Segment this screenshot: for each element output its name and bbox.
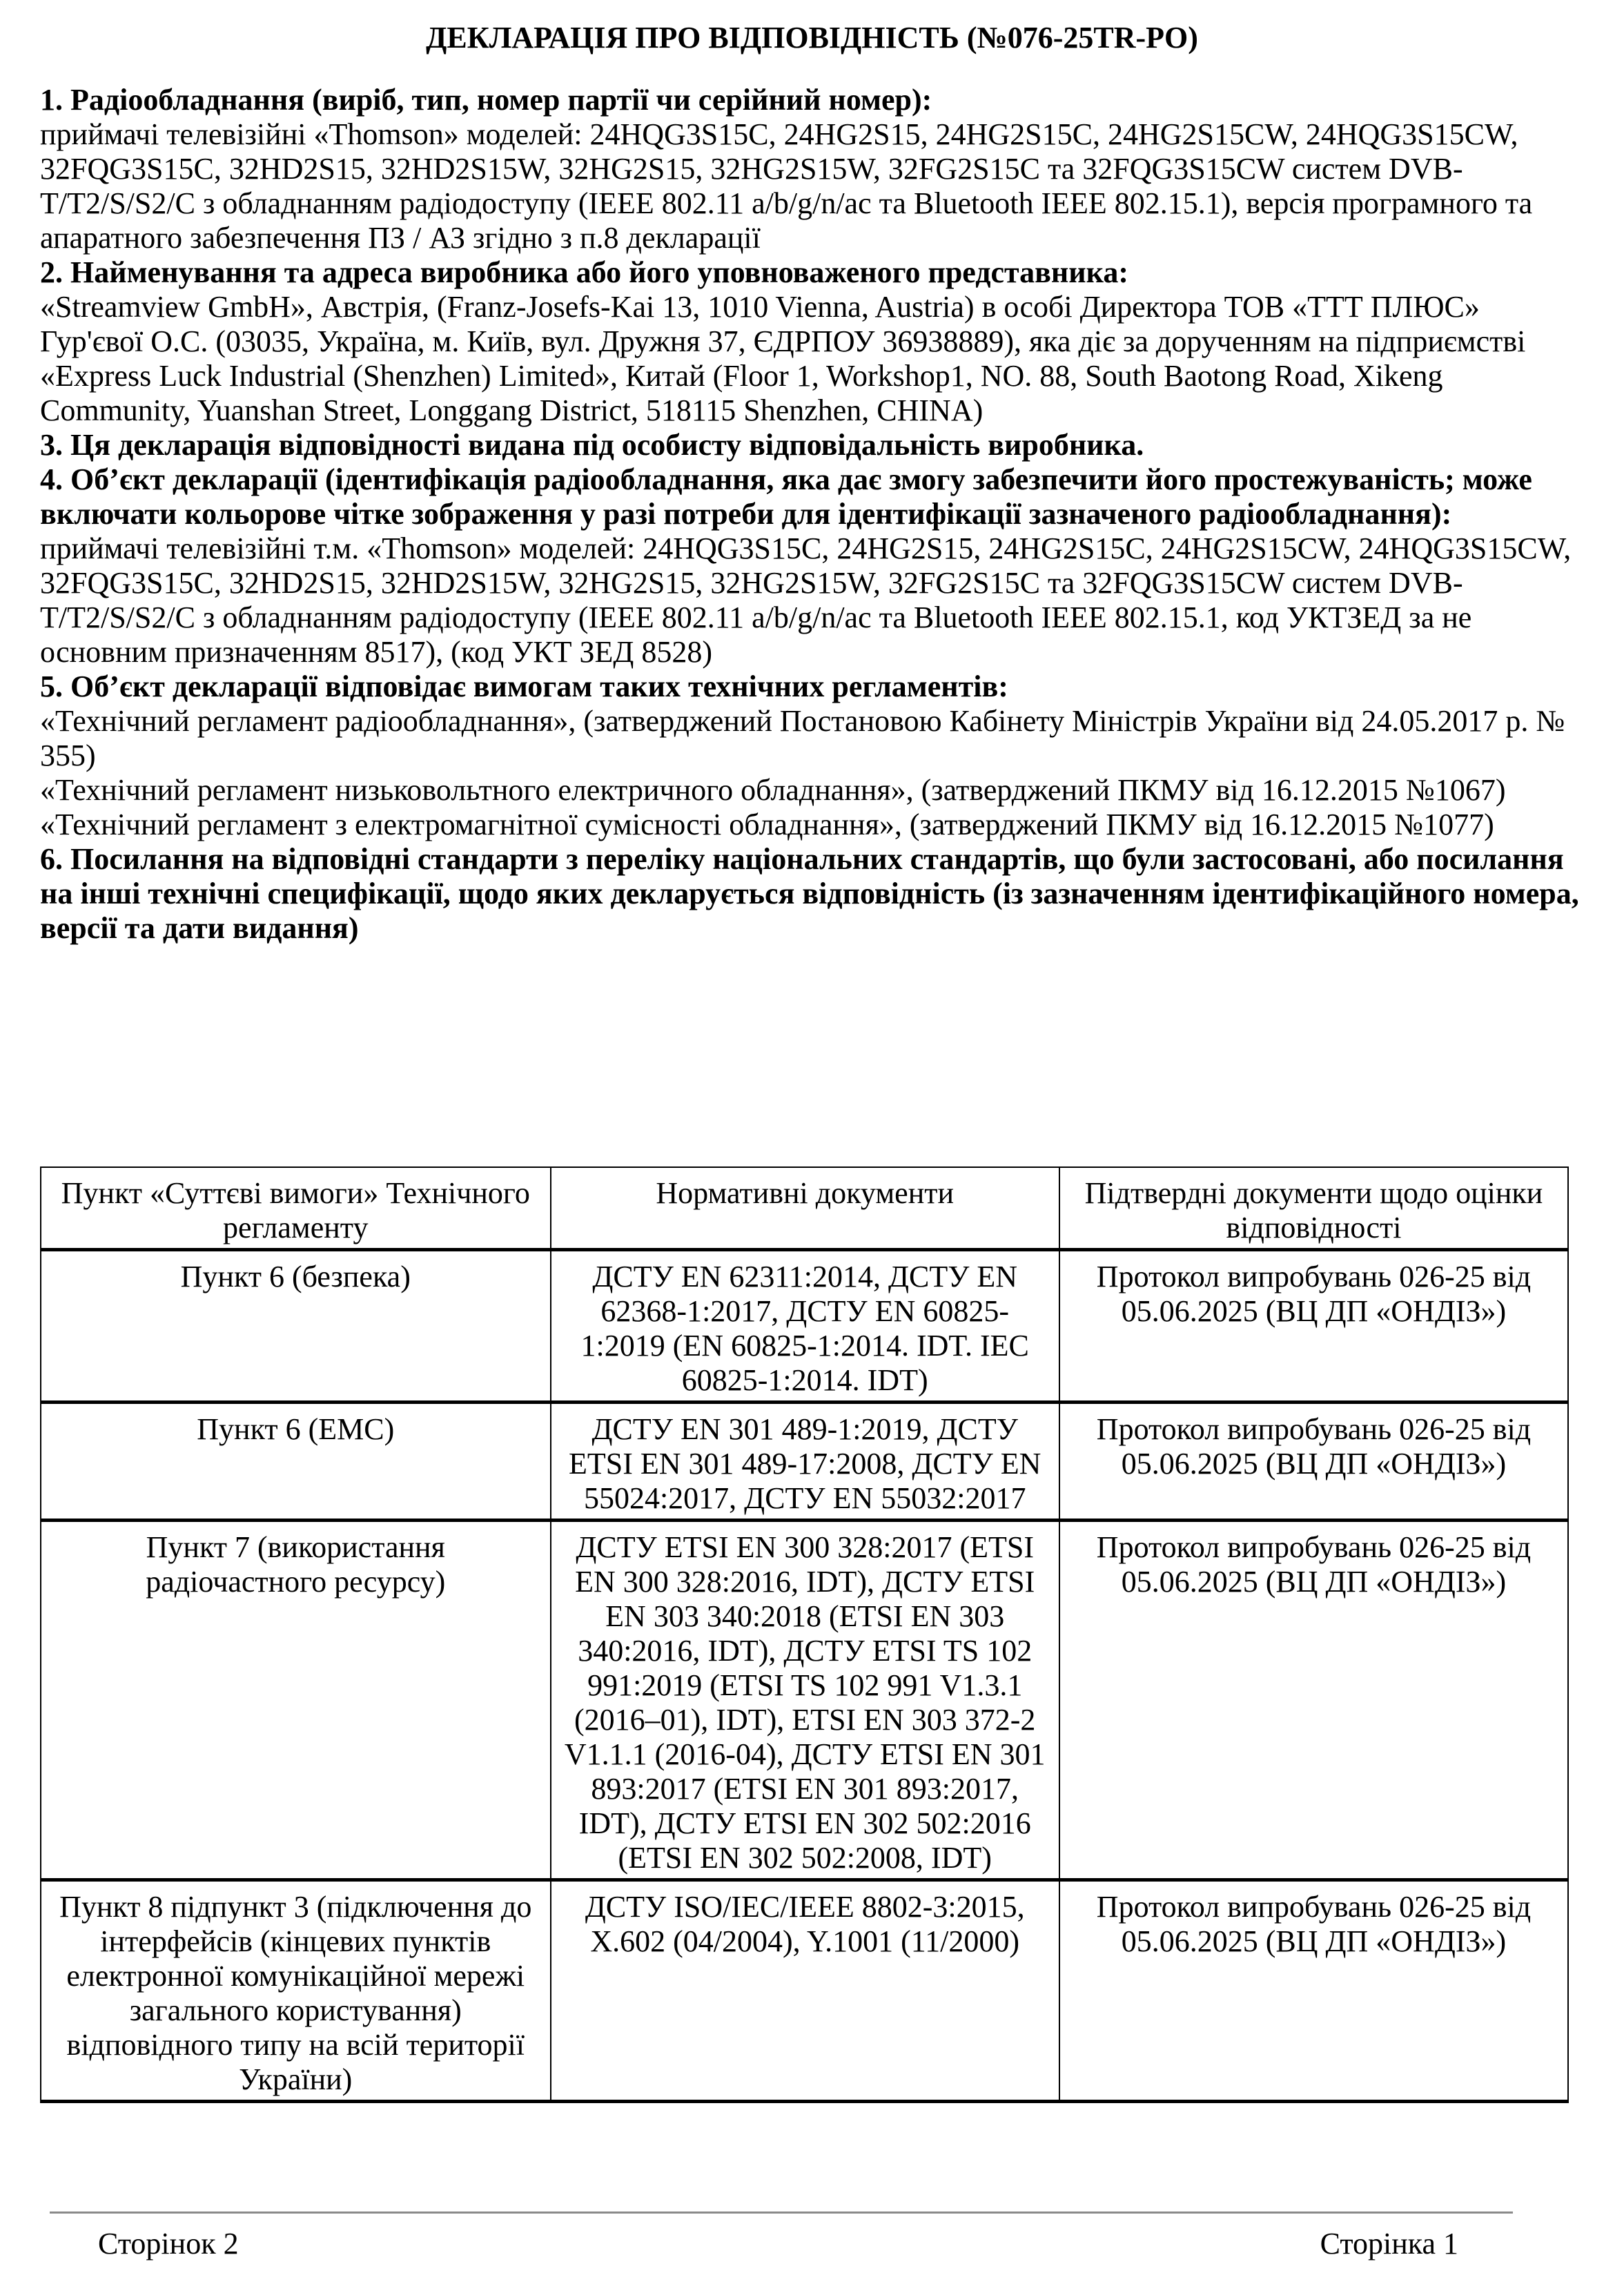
table-cell: Пункт 6 (безпека) xyxy=(41,1250,551,1403)
table-cell: Протокол випробувань 026-25 від 05.06.2025 (ВЦ ДП «ОНДІЗ») xyxy=(1059,1250,1568,1403)
table-cell: ДСТУ EN 62311:2014, ДСТУ EN 62368-1:2017, ДСТУ EN 60825-1:2019 (EN 60825-1:2014. IDT. IEC 60825-1:2014. IDT) xyxy=(551,1250,1059,1403)
table-row xyxy=(41,1250,1568,1403)
table-row xyxy=(41,1880,1568,2102)
standards-table xyxy=(40,1166,1569,2103)
table-header-requirement: Пункт «Суттєві вимоги» Технічного регламенту xyxy=(41,1167,551,1250)
table-header-confirming-docs: Підтвердні документи щодо оцінки відповідності xyxy=(1059,1167,1568,1250)
section-1-heading: 1. Радіообладнання (виріб, тип, номер партії чи серійний номер): xyxy=(40,83,932,117)
page-count: Сторінок 2 xyxy=(98,2227,239,2261)
section-5-regulation-2: «Технічний регламент низьковольтного електричного обладнання», (затверджений ПКМУ від 16.12.2015 №1067) xyxy=(40,773,1506,807)
table-cell: Протокол випробувань 026-25 від 05.06.2025 (ВЦ ДП «ОНДІЗ») xyxy=(1059,1521,1568,1880)
table-header-row xyxy=(41,1167,1568,1250)
section-5-regulation-1: «Технічний регламент радіообладнання», (затверджений Постановою Кабінету Міністрів України від 24.05.2017 р. № 355) xyxy=(40,704,1565,772)
section-1-text: приймачі телевізійні «Thomson» моделей: 24HQG3S15C, 24HG2S15, 24HG2S15C, 24HG2S15CW, 24HQG3S15CW, 32FQG3S15C, 32HD2S15, 32HD2S15W, 32HG2S15, 32HG2S15W, 32FG2S15C та 32FQG3S15CW систем DVB-T/T2/S/S2/C з обладнанням радіодоступу (IEEE 802.11 a/b/g/n/ac та Bluetooth IEEE 802.15.1), версія програмного та апаратного забезпечення ПЗ / АЗ згідно з п.8 декларації xyxy=(40,117,1533,255)
footer-divider xyxy=(50,2211,1513,2214)
section-2-heading: 2. Найменування та адреса виробника або його уповноваженого представника: xyxy=(40,255,1128,289)
section-5-heading: 5. Об’єкт декларації відповідає вимогам таких технічних регламентів: xyxy=(40,670,1008,703)
table-cell: ДСТУ ETSI EN 300 328:2017 (ETSI EN 300 328:2016, IDT), ДСТУ ETSI EN 303 340:2018 (ETSI EN 303 340:2016, IDT), ДСТУ ETSI TS 102 991:2019 (ETSI TS 102 991 V1.3.1 (2016–01), IDT), ETSI EN 303 372-2 V1.1.1 (2016-04), ДСТУ ETSI EN 301 893:2017 (ETSI EN 301 893:2017, IDT), ДСТУ ETSI EN 302 502:2016 (ETSI EN 302 502:2008, IDT) xyxy=(551,1521,1059,1880)
table-header-normative-docs: Нормативні документи xyxy=(551,1167,1059,1250)
table-cell: Пункт 6 (ЕМС) xyxy=(41,1403,551,1521)
document-title: ДЕКЛАРАЦІЯ ПРО ВІДПОВІДНІСТЬ (№076-25TR-PO) xyxy=(426,21,1198,55)
table-cell: Пункт 7 (використання радіочастного ресурсу) xyxy=(41,1521,551,1880)
section-6-heading: 6. Посилання на відповідні стандарти з переліку національних стандартів, що були застосовані, або посилання на інші технічні специфікації, щодо яких декларується відповідність (із зазначенням ідентифікаційного номера, версії та дати видання) xyxy=(40,842,1579,945)
table-row xyxy=(41,1403,1568,1521)
table-cell: ДСТУ ISO/IEC/IEEE 8802-3:2015, X.602 (04/2004), Y.1001 (11/2000) xyxy=(551,1880,1059,2102)
section-3-heading: 3. Ця декларація відповідності видана під особисту відповідальність виробника. xyxy=(40,428,1144,462)
table-cell: ДСТУ EN 301 489-1:2019, ДСТУ ETSI EN 301 489-17:2008, ДСТУ EN 55024:2017, ДСТУ EN 55032:2017 xyxy=(551,1403,1059,1521)
section-4-heading: 4. Об’єкт декларації (ідентифікація радіообладнання, яка дає змогу забезпечити його простежуваність; може включати кольорове чітке зображення у разі потреби для ідентифікації зазначеного радіообладнання): xyxy=(40,462,1532,531)
section-4-text: приймачі телевізійні т.м. «Thomson» моделей: 24HQG3S15C, 24HG2S15, 24HG2S15C, 24HG2S15CW, 24HQG3S15CW, 32FQG3S15C, 32HD2S15, 32HD2S15W, 32HG2S15, 32HG2S15W, 32FG2S15C та 32FQG3S15CW систем DVB-T/T2/S/S2/C з обладнанням радіодоступу (IEEE 802.11 a/b/g/n/ac та Bluetooth IEEE 802.15.1, код УКТЗЕД за не основним призначенням 8517), (код УКТ ЗЕД 8528) xyxy=(40,531,1572,669)
document-body xyxy=(40,83,1579,946)
section-2-text: «Streamview GmbH», Австрія, (Franz-Josefs-Kai 13, 1010 Vienna, Austria) в особі Директора ТОВ «ТТТ ПЛЮС» Гур'євої О.С. (03035, Україна, м. Київ, вул. Дружня 37, ЄДРПОУ 36938889), яка діє за дорученням на підприємстві «Express Luck Industrial (Shenzhen) Limited», Китай (Floor 1, Workshop1, NO. 88, South Baotong Road, Xikeng Community, Yuanshan Street, Longgang District, 518115 Shenzhen, CHINA) xyxy=(40,290,1526,427)
page-number: Сторінка 1 xyxy=(1320,2227,1458,2261)
section-5-regulation-3: «Технічний регламент з електромагнітної сумісності обладнання», (затверджений ПКМУ від 16.12.2015 №1077) xyxy=(40,808,1494,841)
table-cell: Протокол випробувань 026-25 від 05.06.2025 (ВЦ ДП «ОНДІЗ») xyxy=(1059,1403,1568,1521)
table-cell: Пункт 8 підпункт 3 (підключення до інтерфейсів (кінцевих пунктів електронної комунікаційної мережі загального користування) відповідного типу на всій території України) xyxy=(41,1880,551,2102)
table-row xyxy=(41,1521,1568,1880)
table-cell: Протокол випробувань 026-25 від 05.06.2025 (ВЦ ДП «ОНДІЗ») xyxy=(1059,1880,1568,2102)
